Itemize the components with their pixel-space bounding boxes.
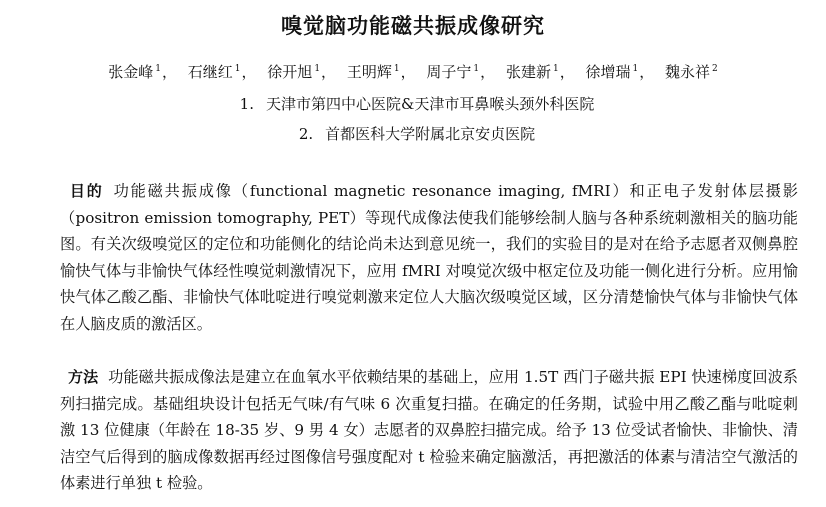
author: [665, 63, 718, 81]
author: [108, 63, 161, 81]
author-affiliation-mark: 2: [712, 64, 718, 74]
abstract-objective: [60, 178, 798, 338]
author-separator: ，: [161, 63, 177, 81]
author-name: 徐开旭: [267, 63, 313, 81]
author-affiliation-mark: 1: [473, 64, 480, 74]
author: [347, 63, 400, 81]
author: [506, 63, 559, 81]
author-name: 张建新: [505, 63, 551, 81]
author-affiliation-mark: 1: [314, 64, 321, 74]
affiliation-number: 2.: [298, 125, 314, 143]
author-name: 徐增瑞: [585, 63, 631, 81]
author-list: [0, 61, 826, 82]
author-separator: ，: [639, 63, 655, 81]
author-name: 石继红: [187, 63, 233, 81]
author-affiliation-mark: 1: [234, 64, 241, 74]
author-name: 张金峰: [108, 63, 154, 81]
abstract-methods: [60, 364, 798, 497]
author-affiliation-mark: 1: [155, 64, 161, 74]
author: [426, 63, 479, 81]
methods-text: 功能磁共振成像法是建立在血氧水平依赖结果的基础上，应用 1.5T 西门子磁共振 EPI 快速梯度回波系列扫描完成。基础组块设计包括无气味/有气味 6 次重复扫描。在确定的任务期，试验中用乙酸乙酯与吡啶刺激 13 位健康（年龄在 18-35 岁、9 男 4 女）志愿者的双鼻腔扫描完成。给予 13 位受试者愉快、非愉快、清洁空气后得到的脑成像数据再经过图像信号强度配对 t 检验来确定脑激活，再把激活的体素与清洁空气激活的体素进行单独 t 检验。: [60, 368, 798, 493]
author-separator: ，: [559, 63, 575, 81]
affiliation-text: 天津市第四中心医院&天津市耳鼻喉头颈外科医院: [265, 95, 595, 113]
methods-label: 方法: [68, 368, 99, 386]
author-affiliation-mark: 1: [393, 64, 400, 74]
affiliation-2: [8, 123, 826, 144]
author-affiliation-mark: 1: [552, 64, 559, 74]
affiliation-text: 首都医科大学附属北京安贞医院: [325, 125, 536, 143]
author-separator: ，: [321, 63, 337, 81]
author-name: 魏永祥: [665, 63, 711, 81]
paper-title: 嗅觉脑功能磁共振成像研究: [281, 14, 545, 38]
objective-label: 目的: [68, 182, 104, 200]
author-name: 王明辉: [346, 63, 392, 81]
affiliation-number: 1.: [239, 95, 254, 113]
author: [585, 63, 638, 81]
author: [188, 63, 241, 81]
affiliation-1: [8, 93, 826, 114]
author-affiliation-mark: 1: [632, 64, 639, 74]
author-separator: ，: [480, 63, 496, 81]
objective-text: 功能磁共振成像（functional magnetic resonance imaging, fMRI）和正电子发射体层摄影（positron emission tomography, PET）等现代成像法使我们能够绘制人脑与各种系统刺激相关的脑功能图。有关次级嗅觉区的定位和功能侧化的结论尚未达到意见统一，我们的实验目的是对在给予志愿者双侧鼻腔愉快气体与非愉快气体经性嗅觉刺激情况下，应用 fMRI 对嗅觉次级中枢定位及功能一侧化进行分析。应用愉快气体乙酸乙酯、非愉快气体吡啶进行嗅觉刺激来定位人大脑次级嗅觉区域，区分清楚愉快气体与非愉快气体在人脑皮质的激活区。: [60, 182, 798, 333]
author: [267, 63, 320, 81]
author-name: 周子宁: [426, 63, 472, 81]
author-separator: ，: [241, 63, 257, 81]
author-separator: ，: [400, 63, 416, 81]
